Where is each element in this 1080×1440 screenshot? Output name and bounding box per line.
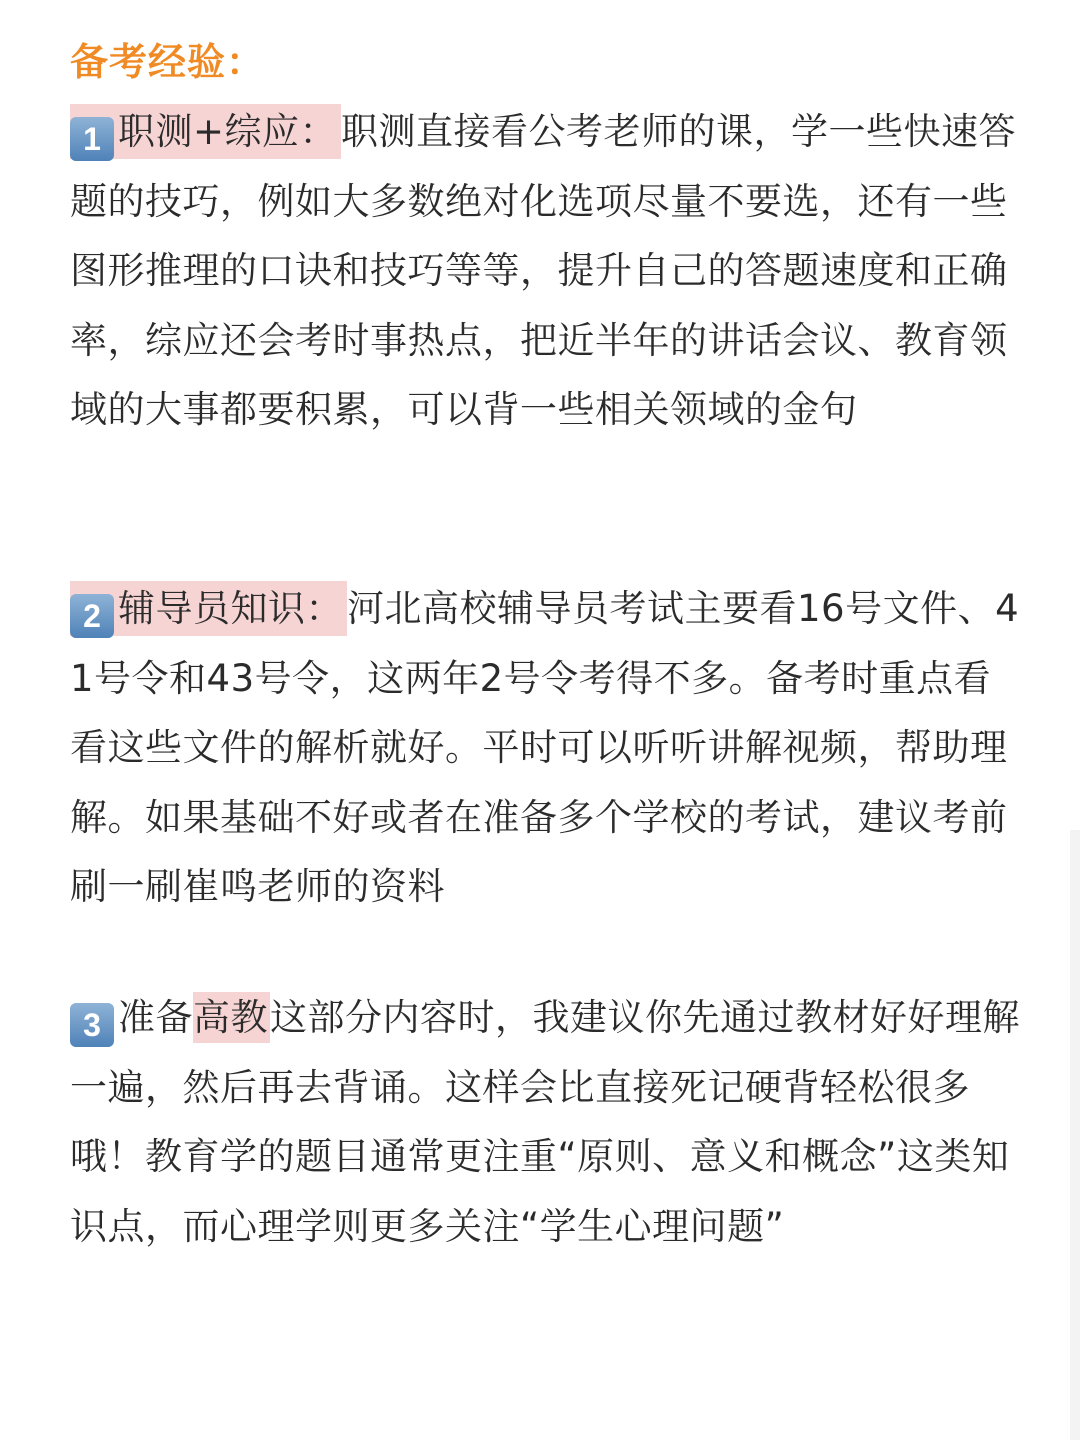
tip-paragraph-2: [70, 574, 1020, 922]
tip-3-body-rest: 这部分内容时，我建议你先通过教材好好理解一遍，然后再去背诵。这样会比直接死记硬背轻松很多哦！教育学的题目通常更注重“原则、意义和概念”这类知识点，而心理学则更多关注“学生心理问题”: [70, 996, 1020, 1248]
tip-paragraph-1: [70, 97, 1020, 445]
tip-1-body: 职测直接看公考老师的课，学一些快速答题的技巧，例如大多数绝对化选项尽量不要选，还有一些图形推理的口诀和技巧等等，提升自己的答题速度和正确率，综应还会考时事热点，把近半年的讲话会议、教育领域的大事都要积累，可以背一些相关领域的金句: [70, 110, 1017, 431]
section-heading: 备考经验：: [70, 40, 266, 84]
tip-2-body: 河北高校辅导员考试主要看16号文件、41号令和43号令，这两年2号令考得不多。备考时重点看看这些文件的解析就好。平时可以听听讲解视频，帮助理解。如果基础不好或者在准备多个学校的考试，建议考前刷一刷崔鸣老师的资料: [70, 587, 1020, 908]
tip-paragraph-3: [70, 983, 1020, 1261]
tip-3-body-start: 准备: [118, 996, 193, 1039]
tip-2-highlight: [70, 581, 347, 636]
tip-1-title: 职测+综应：: [118, 110, 338, 153]
page-edge-shadow: [1070, 830, 1080, 1440]
keycap-two-icon: 2: [70, 594, 114, 638]
keycap-three-icon: 3: [70, 1003, 114, 1047]
tip-1-highlight: [70, 104, 341, 159]
tip-3-highlight: 高教: [193, 992, 270, 1043]
tip-2-title: 辅导员知识：: [118, 587, 343, 630]
keycap-one-icon: 1: [70, 117, 114, 161]
